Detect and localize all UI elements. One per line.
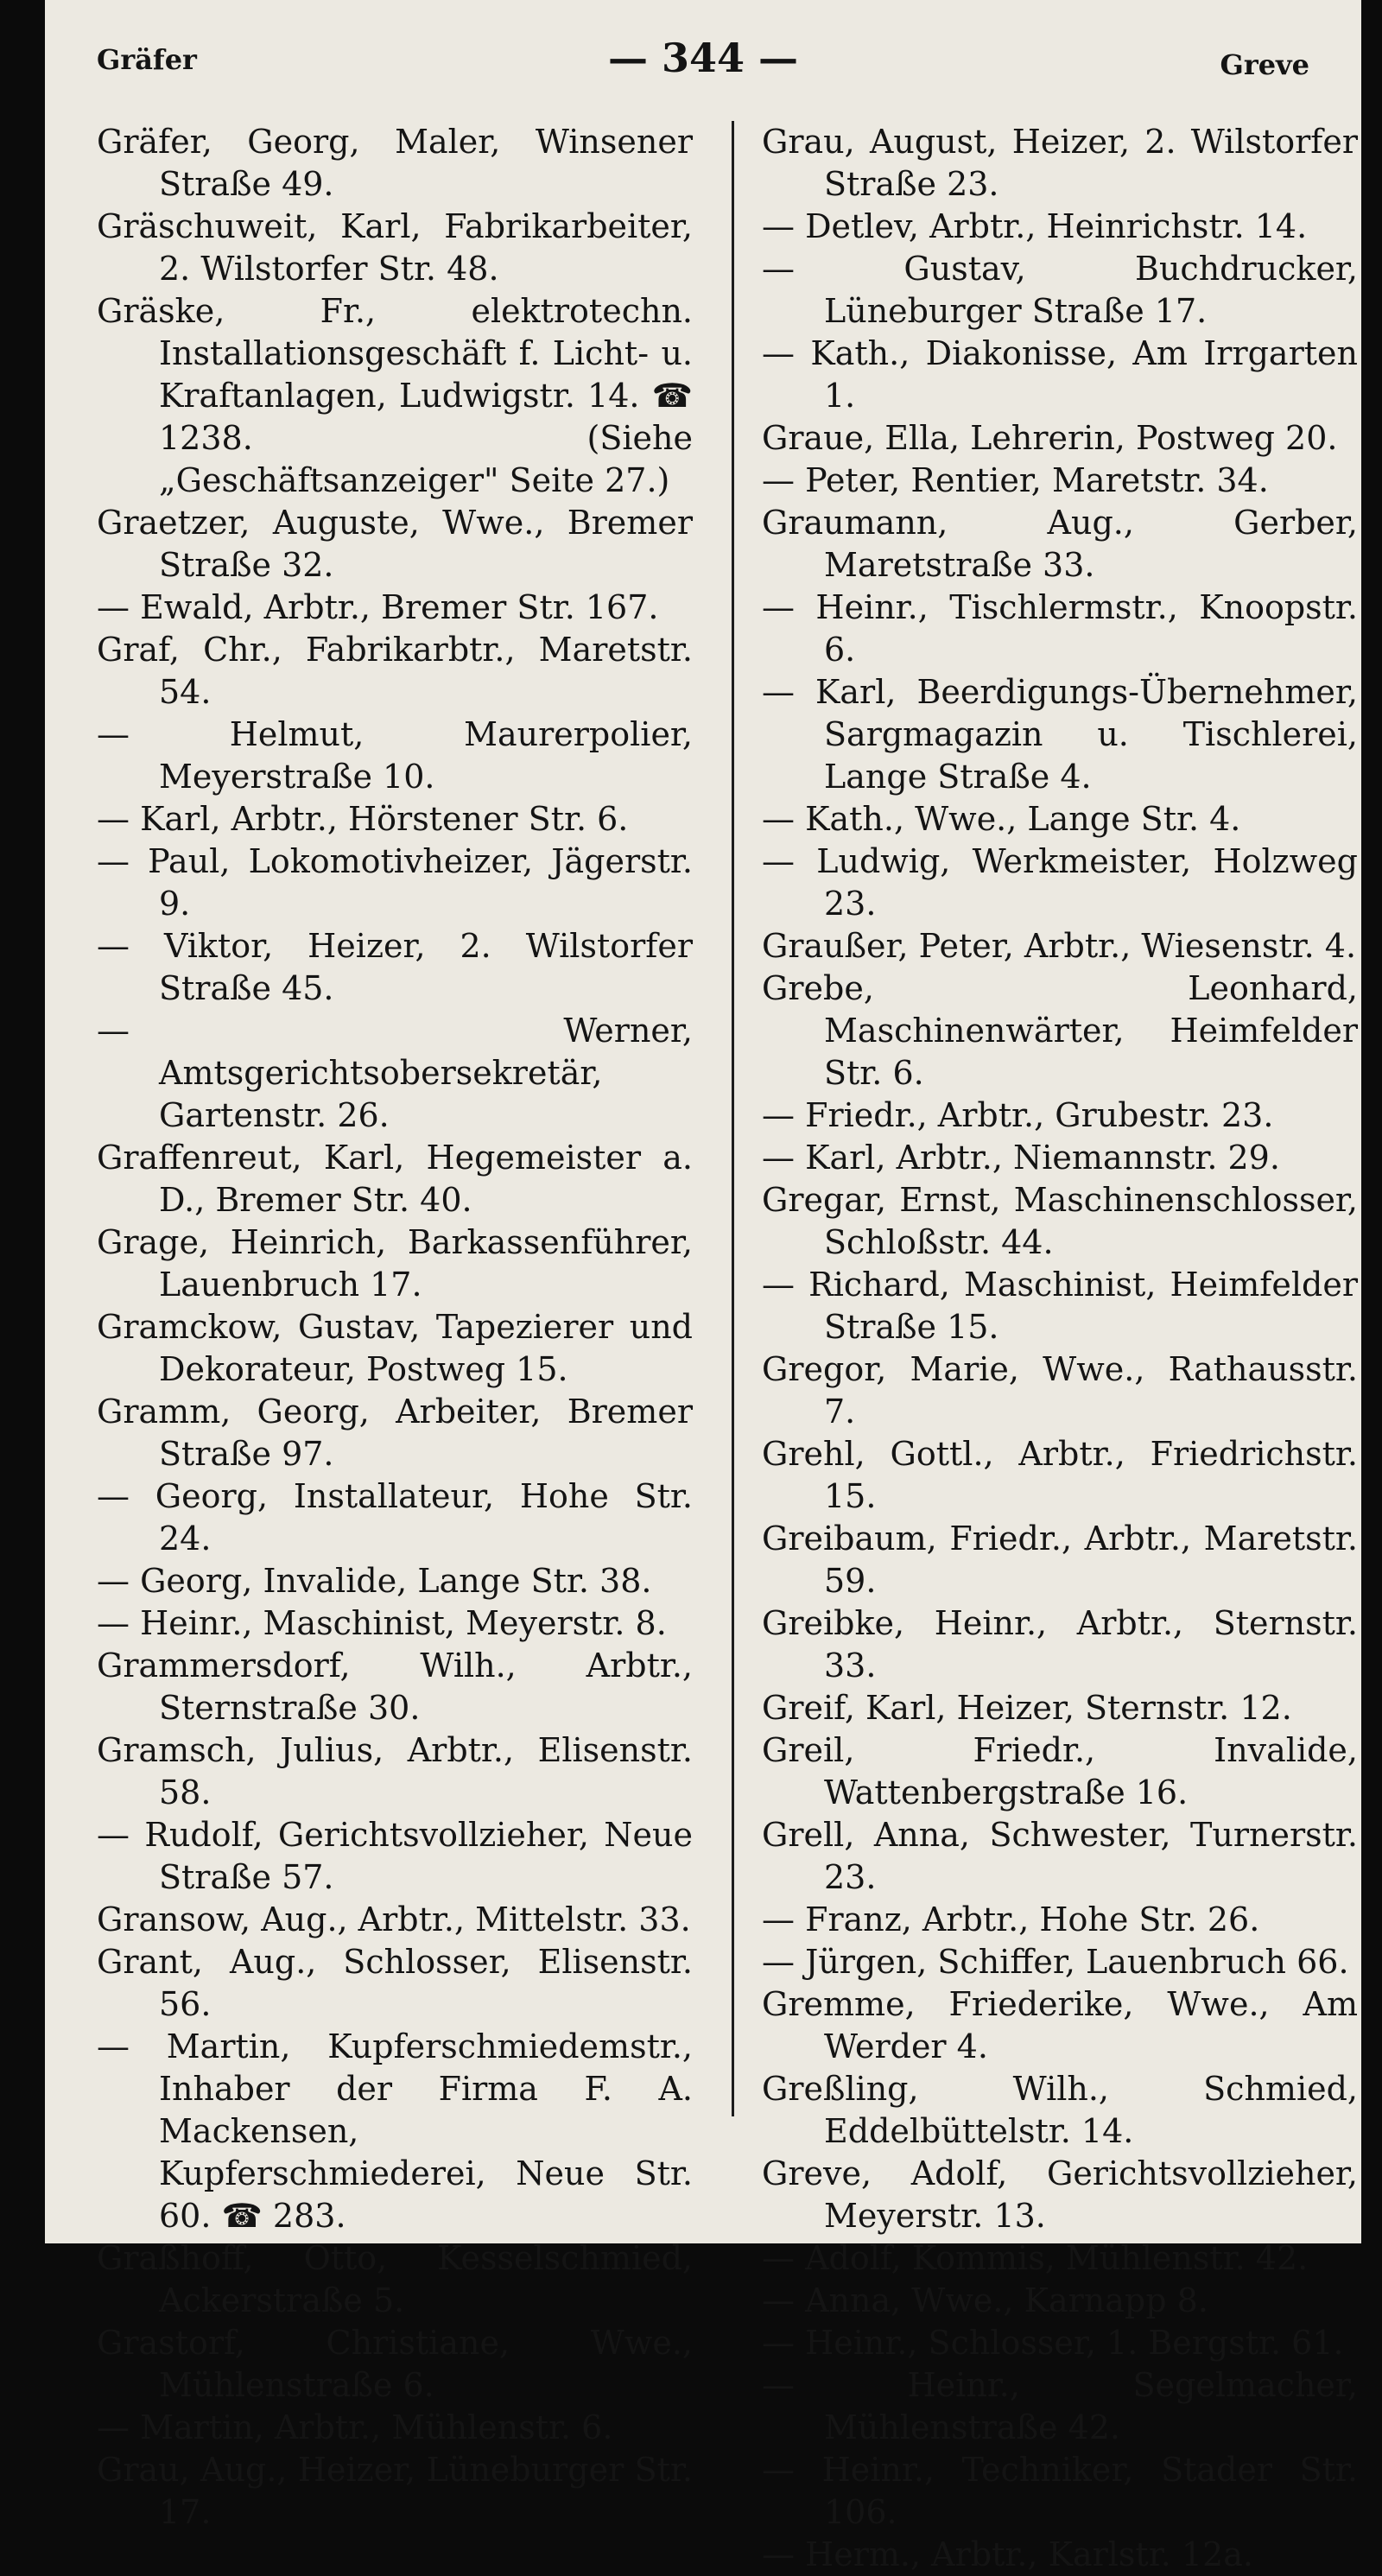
directory-entry: — Georg, Installateur, Hohe Str. 24. [97, 1477, 693, 1558]
directory-entry: — Jürgen, Schiffer, Lauenbruch 66. [762, 1943, 1349, 1981]
directory-entry: Grebe, Leonhard, Maschinenwärter, Heimfelder Str. 6. [762, 969, 1358, 1092]
directory-entry: Graetzer, Auguste, Wwe., Bremer Straße 32. [97, 504, 693, 584]
entry-columns [97, 121, 1358, 2573]
directory-entry: Gramm, Georg, Arbeiter, Bremer Straße 97. [97, 1393, 693, 1473]
directory-entry: — Karl, Beerdigungs-Übernehmer, Sargmagazin u. Tischlerei, Lange Straße 4. [762, 673, 1358, 796]
directory-entry: — Martin, Arbtr., Mühlenstr. 6. [97, 2408, 613, 2446]
left-column [97, 121, 693, 2534]
directory-entry: Gräske, Fr., elektrotechn. Installationsgeschäft f. Licht- u. Kraftanlagen, Ludwigstr. 14. ☎ 1238. (Siehe „Geschäftsanzeiger" Seite 27.) [97, 292, 693, 499]
directory-entry: — Karl, Arbtr., Hörstener Str. 6. [97, 800, 629, 838]
directory-entry: Graue, Ella, Lehrerin, Postweg 20. [762, 419, 1338, 457]
directory-entry: Grau, Aug., Heizer, Lüneburger Str. 17. [97, 2451, 693, 2531]
directory-entry: — Gustav, Buchdrucker, Lüneburger Straße 17. [762, 250, 1358, 330]
directory-entry: Greßling, Wilh., Schmied, Eddelbüttelstr. 14. [762, 2070, 1358, 2150]
directory-entry: — Werner, Amtsgerichtsobersekretär, Gartenstr. 26. [97, 1012, 693, 1134]
directory-entry: — Ewald, Arbtr., Bremer Str. 167. [97, 588, 659, 626]
directory-entry: — Kath., Diakonisse, Am Irrgarten 1. [762, 334, 1358, 415]
directory-entry: Graf, Chr., Fabrikarbtr., Maretstr. 54. [97, 631, 693, 711]
directory-entry: Grant, Aug., Schlosser, Elisenstr. 56. [97, 1943, 693, 2023]
directory-entry: — Heinr., Techniker, Stader Str. 106. [762, 2451, 1358, 2531]
directory-entry: Gremme, Friederike, Wwe., Am Werder 4. [762, 1985, 1358, 2065]
directory-entry: — Friedr., Arbtr., Grubestr. 23. [762, 1096, 1274, 1134]
directory-entry: Greil, Friedr., Invalide, Wattenbergstraße 16. [762, 1731, 1358, 1811]
page-header [97, 35, 1309, 95]
directory-entry: — Heinr., Maschinist, Meyerstr. 8. [97, 1604, 667, 1642]
directory-entry: Gramckow, Gustav, Tapezierer und Dekorateur, Postweg 15. [97, 1308, 693, 1388]
directory-entry: Grell, Anna, Schwester, Turnerstr. 23. [762, 1816, 1358, 1896]
directory-entry: — Peter, Rentier, Maretstr. 34. [762, 461, 1269, 499]
directory-entry: Gräfer, Georg, Maler, Winsener Straße 49. [97, 123, 693, 203]
page-number: — 344 — [607, 35, 799, 81]
header-last-entry: Greve [1220, 48, 1309, 81]
directory-entry: Gregor, Marie, Wwe., Rathausstr. 7. [762, 1350, 1358, 1431]
directory-entry: — Paul, Lokomotivheizer, Jägerstr. 9. [97, 842, 693, 923]
directory-entry: Greif, Karl, Heizer, Sternstr. 12. [762, 1689, 1292, 1727]
directory-entry: — Martin, Kupferschmiedemstr., Inhaber der Firma F. A. Mackensen, Kupferschmiederei, Neue Str. 60. ☎ 283. [97, 2027, 693, 2235]
directory-entry: — Viktor, Heizer, 2. Wilstorfer Straße 45. [97, 927, 693, 1007]
directory-entry: — Heinr., Tischlermstr., Knoopstr. 6. [762, 588, 1358, 669]
directory-entry: — Ludwig, Werkmeister, Holzweg 23. [762, 842, 1358, 923]
directory-entry: — Adolf, Kommis, Mühlenstr. 42. [762, 2239, 1309, 2277]
directory-entry: Graußer, Peter, Arbtr., Wiesenstr. 4. [762, 927, 1357, 965]
directory-entry: — Franz, Arbtr., Hohe Str. 26. [762, 1900, 1260, 1938]
column-divider [732, 121, 734, 2116]
directory-page [45, 0, 1361, 2573]
directory-entry: Grammersdorf, Wilh., Arbtr., Sternstraße 30. [97, 1646, 693, 1727]
directory-entry: — Karl, Arbtr., Niemannstr. 29. [762, 1139, 1280, 1177]
directory-entry: — Heinr., Schlosser, 1. Bergstr. 61. [762, 2324, 1344, 2362]
directory-entry: Grau, August, Heizer, 2. Wilstorfer Straße 23. [762, 123, 1358, 203]
directory-entry: Gräschuweit, Karl, Fabrikarbeiter, 2. Wilstorfer Str. 48. [97, 207, 693, 288]
directory-entry: — Helmut, Maurerpolier, Meyerstraße 10. [97, 715, 693, 796]
directory-entry: Greve, Adolf, Gerichtsvollzieher, Meyerstr. 13. [762, 2154, 1358, 2235]
directory-entry: — Detlev, Arbtr., Heinrichstr. 14. [762, 207, 1308, 245]
directory-entry: Graffenreut, Karl, Hegemeister a. D., Bremer Str. 40. [97, 1139, 693, 1219]
directory-entry: Gregar, Ernst, Maschinenschlosser, Schloßstr. 44. [762, 1181, 1358, 1261]
directory-entry: Greibaum, Friedr., Arbtr., Maretstr. 59. [762, 1520, 1358, 1600]
directory-entry: — Heinr., Segelmacher, Mühlenstraße 42. [762, 2366, 1358, 2446]
directory-entry: — Georg, Invalide, Lange Str. 38. [97, 1562, 652, 1600]
directory-entry: Grage, Heinrich, Barkassenführer, Lauenbruch 17. [97, 1223, 693, 1304]
directory-entry: Greibke, Heinr., Arbtr., Sternstr. 33. [762, 1604, 1358, 1685]
directory-entry: Gransow, Aug., Arbtr., Mittelstr. 33. [97, 1900, 691, 1938]
header-first-entry: Gräfer [97, 43, 197, 76]
directory-entry: — Anna, Wwe., Karnapp 8. [762, 2281, 1208, 2319]
directory-entry: Grehl, Gottl., Arbtr., Friedrichstr. 15. [762, 1435, 1358, 1515]
directory-entry: Graumann, Aug., Gerber, Maretstraße 33. [762, 504, 1358, 584]
directory-entry: — Herm., Arbtr., Karlstr. 12a. [762, 2535, 1253, 2573]
right-column [762, 121, 1358, 2576]
directory-entry: — Rudolf, Gerichtsvollzieher, Neue Straße 57. [97, 1816, 693, 1896]
directory-entry: — Richard, Maschinist, Heimfelder Straße 15. [762, 1266, 1358, 1346]
directory-entry: Grastorf, Christiane, Wwe., Mühlenstraße 6. [97, 2324, 693, 2404]
directory-entry: Gramsch, Julius, Arbtr., Elisenstr. 58. [97, 1731, 693, 1811]
directory-entry: Graßhoff, Otto, Kesselschmied, Ackerstraße 5. [97, 2239, 693, 2319]
directory-entry: — Kath., Wwe., Lange Str. 4. [762, 800, 1241, 838]
